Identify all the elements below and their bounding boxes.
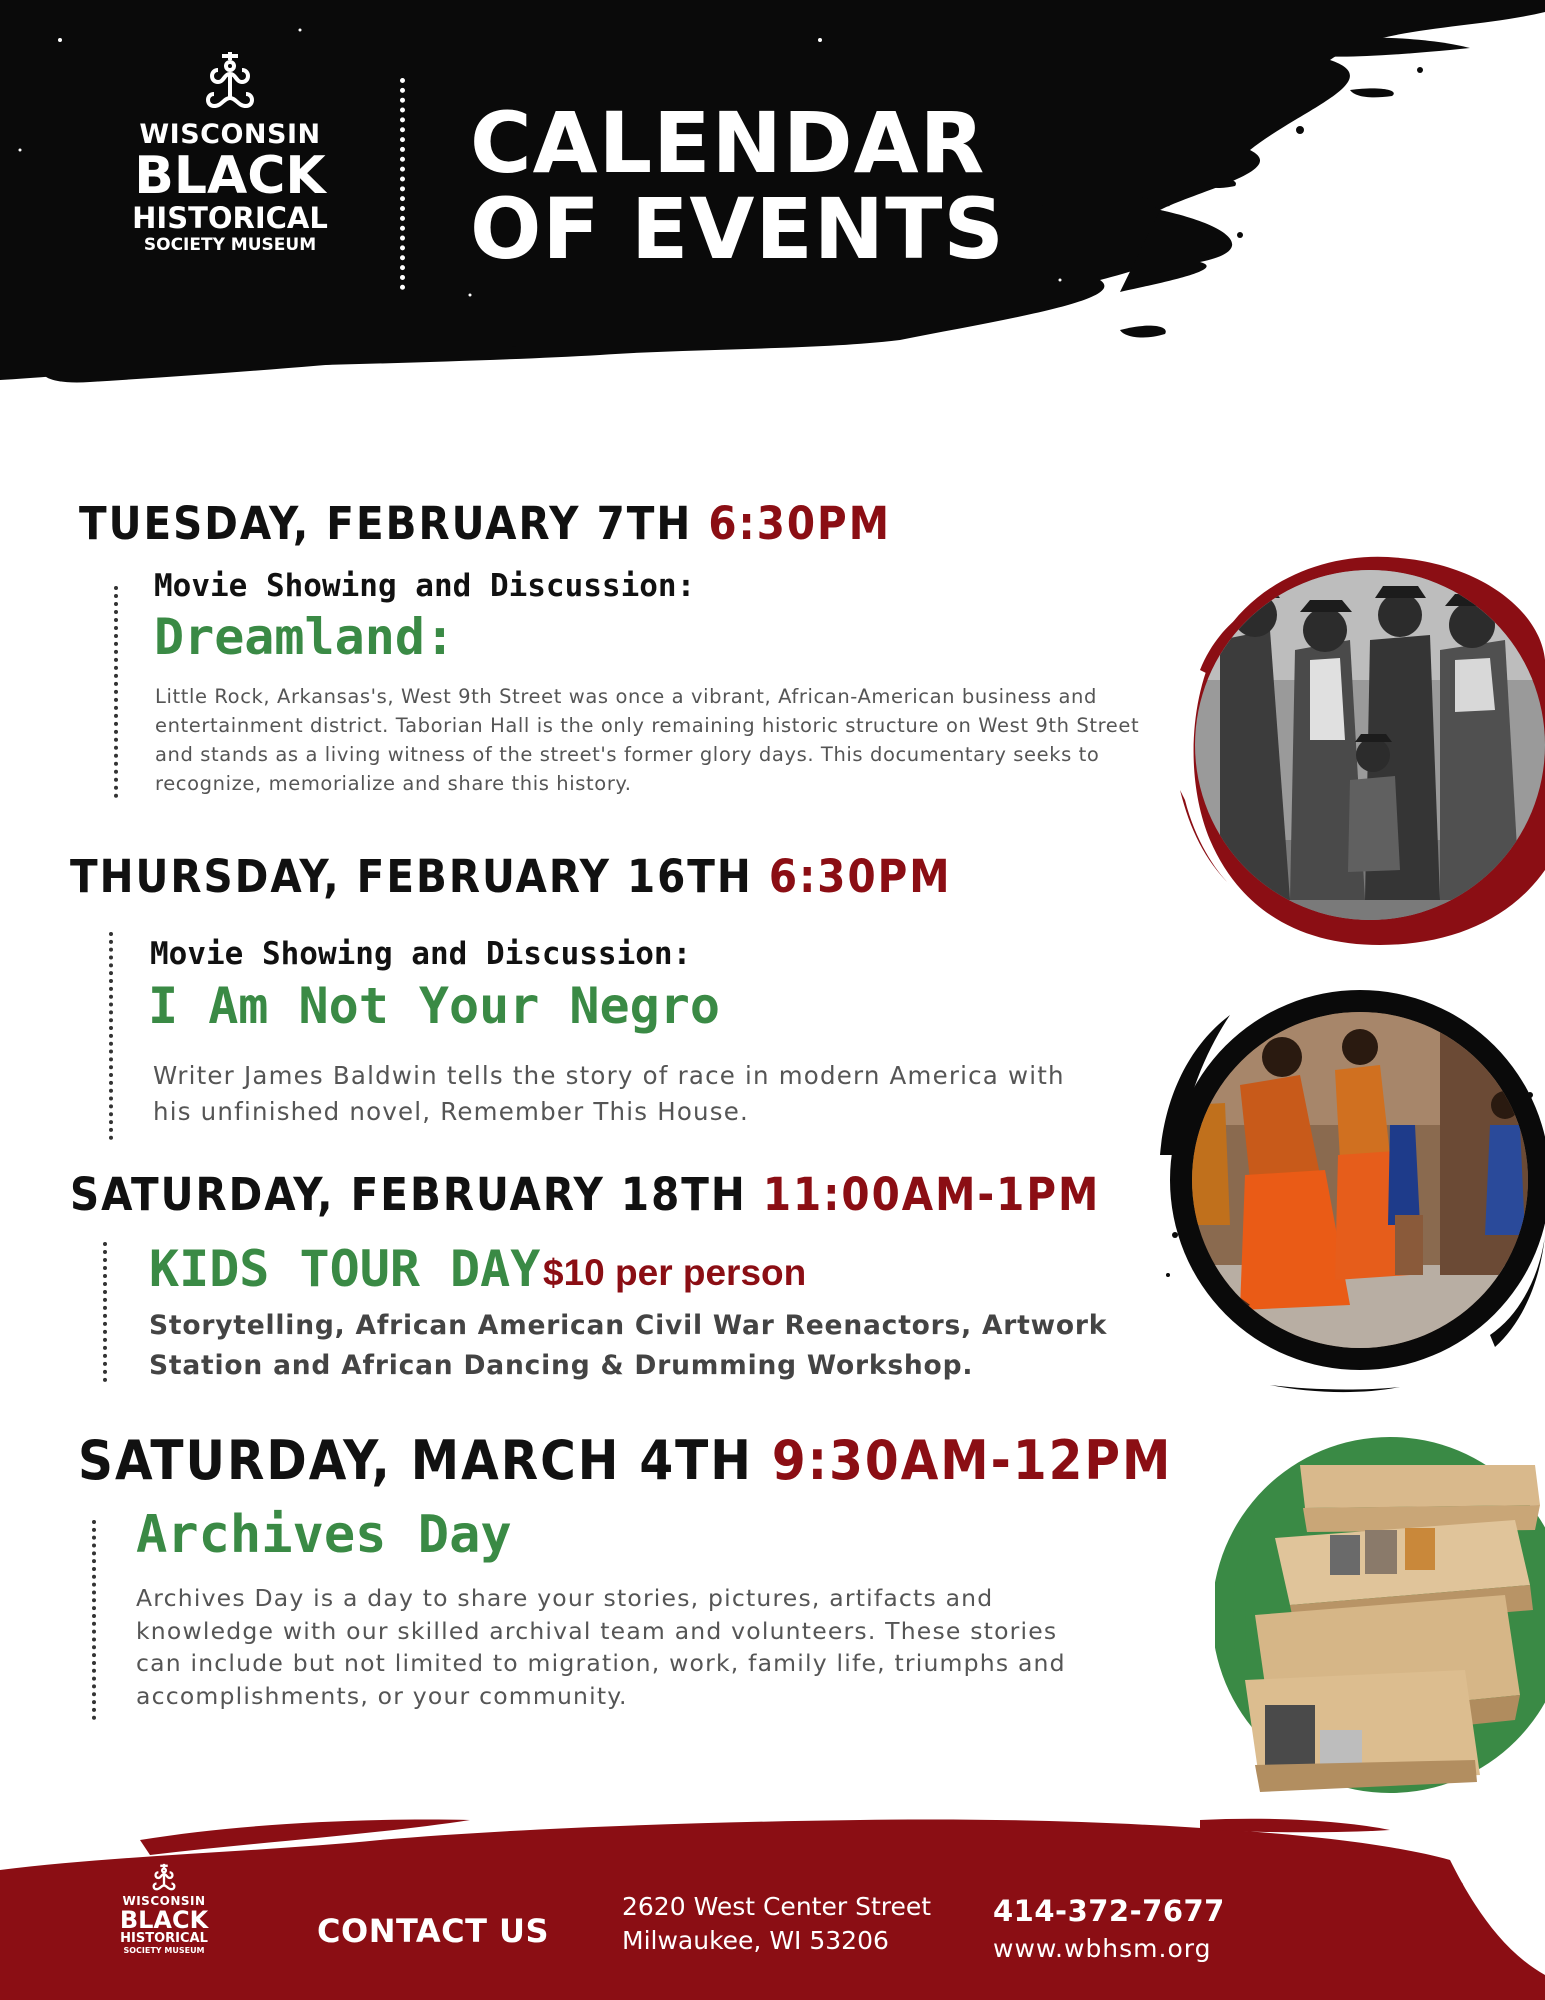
event-4-time: 9:30AM-12PM <box>771 1429 1173 1492</box>
logo-line-society-museum: SOCIETY MUSEUM <box>143 235 317 255</box>
historical-family-photo <box>1160 540 1545 950</box>
event-2-subtitle: Movie Showing and Discussion: <box>150 936 692 972</box>
footer-logo-line-historical: HISTORICAL <box>120 1931 208 1946</box>
page-title <box>470 94 1005 278</box>
event-2-date <box>70 850 952 903</box>
page-title-line2: OF EVENTS <box>470 180 1005 278</box>
event-4-date-text: SATURDAY, MARCH 4TH <box>78 1429 753 1492</box>
event-3-date <box>70 1168 1100 1221</box>
logo-line-wisconsin: WISCONSIN <box>139 119 321 150</box>
african-dancers-photo <box>1150 975 1545 1395</box>
footer-logo-line-black: BLACK <box>119 1906 209 1934</box>
footer-logo-line-wisconsin: WISCONSIN <box>122 1894 206 1908</box>
contact-phone[interactable]: 414-372-7677 <box>993 1894 1225 1928</box>
event-1-title: Dreamland: <box>154 608 456 666</box>
event-1-subtitle: Movie Showing and Discussion: <box>154 568 696 604</box>
footer-museum-logo <box>118 1862 210 1956</box>
event-3-description: Storytelling, African American Civil War Reenactors, Artwork Station and African Dancing & Drumming Workshop. <box>149 1310 1108 1381</box>
museum-logo <box>130 48 330 256</box>
contact-address <box>622 1890 931 1958</box>
event-2-dotted-rule <box>109 932 113 1140</box>
event-1-description: Little Rock, Arkansas's, West 9th Street was once a vibrant, African-American business and entertainment district. Taborian Hall is the only remaining historic structure on West 9th Street and stands as a living witness of the street's former glory days. This documentary seeks to recognize, memorialize and share this history. <box>155 685 1140 795</box>
footer-logo-line-society-museum: SOCIETY MUSEUM <box>123 1946 205 1955</box>
event-1-dotted-rule <box>114 586 118 798</box>
adinkra-symbol-icon <box>198 48 262 112</box>
event-3-date-text: SATURDAY, FEBRUARY 18TH <box>70 1168 747 1221</box>
event-2-title: I Am Not Your Negro <box>148 977 720 1035</box>
event-4-dotted-rule <box>92 1520 96 1720</box>
event-3-time: 11:00AM-1PM <box>762 1168 1101 1221</box>
event-4-date <box>78 1429 1172 1492</box>
event-1-date <box>79 497 891 550</box>
event-4-title: Archives Day <box>136 1505 512 1565</box>
footer-adinkra-symbol-icon <box>149 1862 179 1892</box>
archive-boxes-photo <box>1215 1420 1545 1805</box>
logo-line-black: BLACK <box>134 146 326 206</box>
header-dotted-divider <box>400 78 405 290</box>
logo-line-historical: HISTORICAL <box>132 201 328 235</box>
event-2-description: Writer James Baldwin tells the story of race in modern America with his unfinished novel, Remember This House. <box>153 1061 1065 1126</box>
address-line2: Milwaukee, WI 53206 <box>622 1926 889 1955</box>
event-3-price: $10 per person <box>543 1252 807 1293</box>
event-1-time: 6:30PM <box>708 497 892 550</box>
event-2-date-text: THURSDAY, FEBRUARY 16TH <box>70 850 753 903</box>
event-3-title: KIDS TOUR DAY <box>149 1240 541 1298</box>
contact-website-link[interactable]: www.wbhsm.org <box>993 1934 1212 1963</box>
address-line1: 2620 West Center Street <box>622 1892 932 1921</box>
event-3-dotted-rule <box>103 1242 107 1382</box>
contact-us-heading: CONTACT US <box>317 1912 550 1950</box>
page-title-line1: CALENDAR <box>470 94 986 192</box>
event-1-date-text: TUESDAY, FEBRUARY 7TH <box>79 497 693 550</box>
event-4-description: Archives Day is a day to share your stories, pictures, artifacts and knowledge with our skilled archival team and volunteers. These stories can include but not limited to migration, work, family life, triumphs and accomplishments, or your community. <box>136 1584 1066 1710</box>
event-2-time: 6:30PM <box>768 850 952 903</box>
